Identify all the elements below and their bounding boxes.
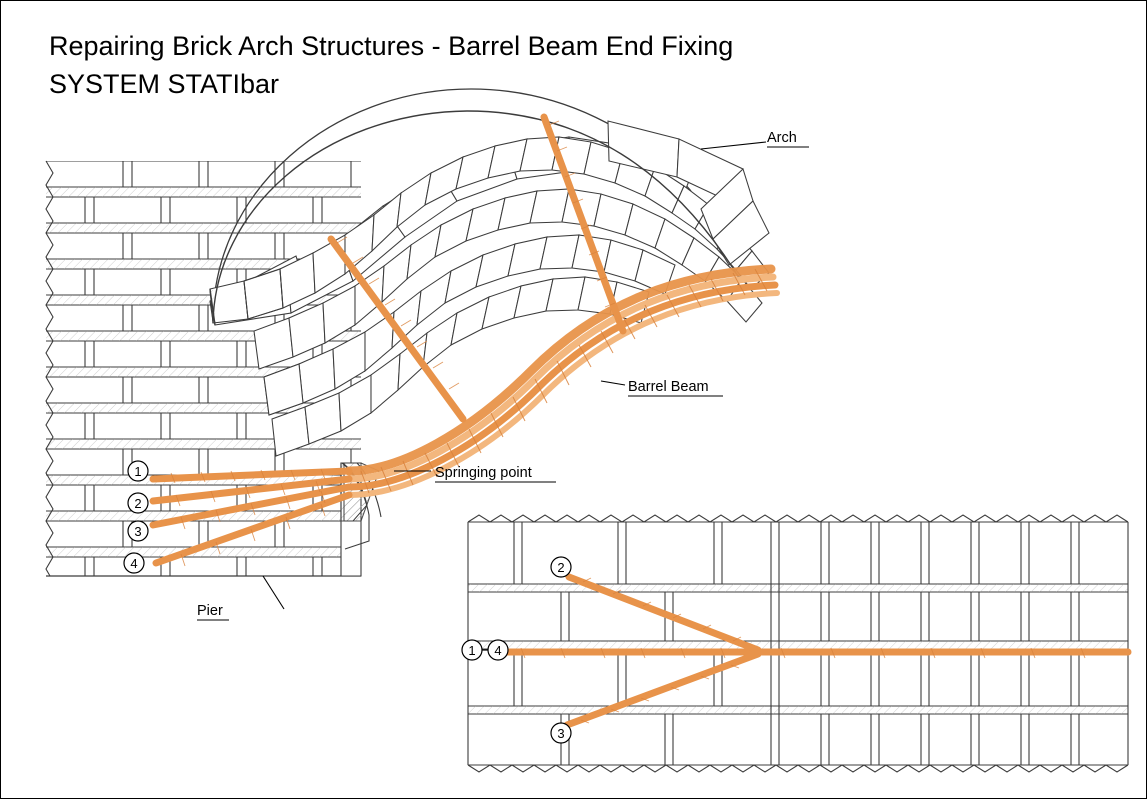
plan-view xyxy=(462,515,1128,772)
callout-3-label: 3 xyxy=(134,524,142,539)
label-barrel-beam xyxy=(628,379,723,396)
label-springing-point-text: Springing point xyxy=(435,465,532,481)
callout-2-label: 2 xyxy=(134,496,142,511)
label-springing-point xyxy=(435,465,556,482)
technical-drawing xyxy=(1,1,1147,799)
title-line-2: SYSTEM STATIbar xyxy=(49,69,280,99)
plan-callout-3-label: 3 xyxy=(557,726,565,741)
callout-1-label: 1 xyxy=(134,464,142,479)
label-pier-text: Pier xyxy=(197,603,223,619)
callout-2 xyxy=(128,493,148,513)
label-barrel-beam-text: Barrel Beam xyxy=(628,379,709,395)
label-arch xyxy=(767,130,809,147)
plan-callout-4-label: 4 xyxy=(494,643,502,658)
callout-4 xyxy=(124,553,144,573)
title-line-1: Repairing Brick Arch Structures - Barrel Beam End Fixing xyxy=(49,31,734,61)
label-arch-text: Arch xyxy=(767,130,797,146)
callout-4-label: 4 xyxy=(130,556,138,571)
plan-callout-1-label: 1 xyxy=(468,643,476,658)
label-pier xyxy=(197,603,229,620)
callout-1 xyxy=(128,461,148,481)
plan-callout-3 xyxy=(551,723,571,743)
plan-callout-2-label: 2 xyxy=(557,560,565,575)
callout-3 xyxy=(128,521,148,541)
plan-callout-2 xyxy=(551,557,571,577)
